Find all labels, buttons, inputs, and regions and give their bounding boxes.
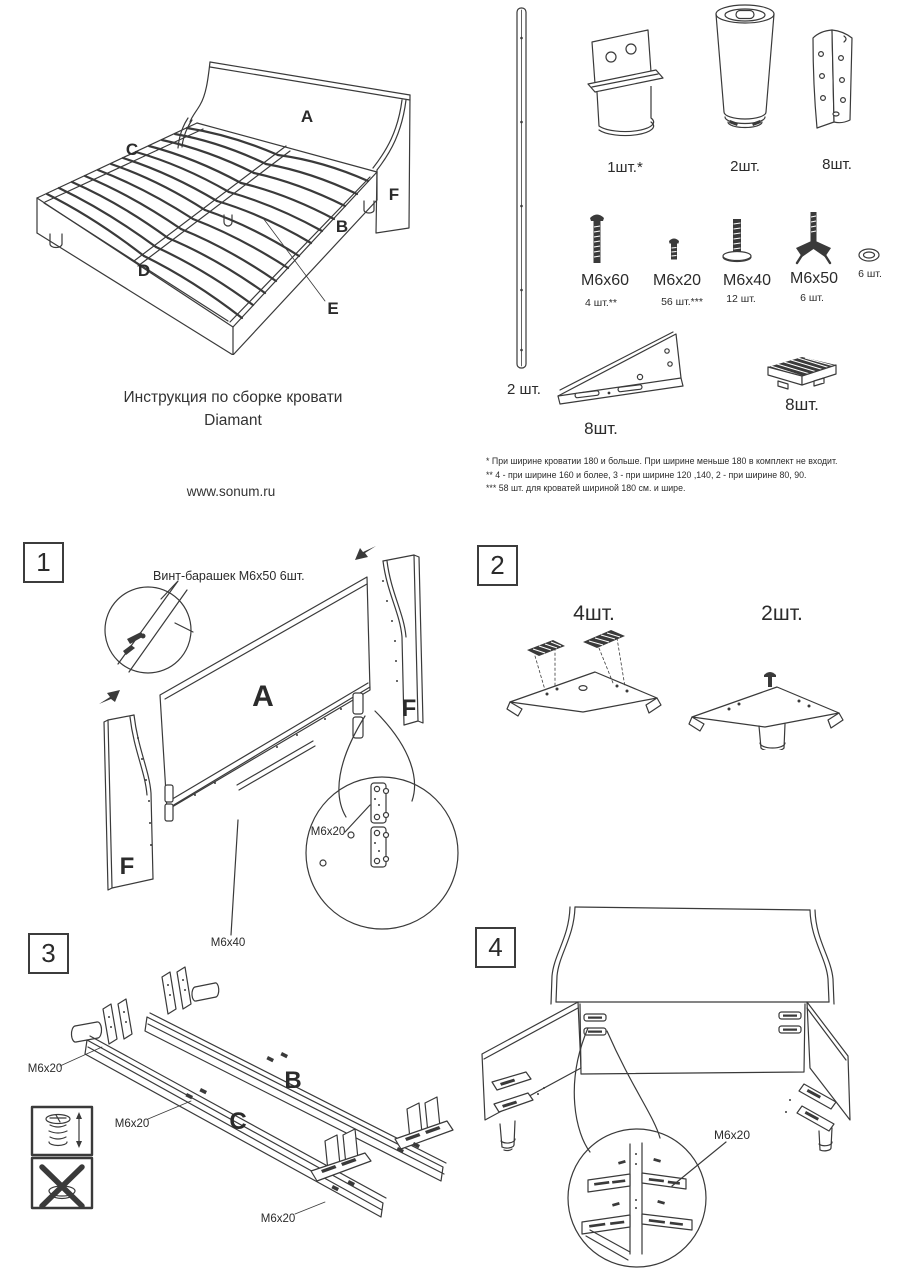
- step4-drawing: [460, 888, 900, 1280]
- part-glide-pad-qty: 8шт.: [785, 395, 819, 414]
- step4-number-box: 4: [475, 927, 516, 968]
- footnote-1: * При ширине кроватии 180 и больше. При ширине меньше 180 в комплект не входит.: [486, 456, 838, 466]
- step3-label-m6x20-2: M6x20: [114, 1118, 150, 1130]
- part-corner-brace: [558, 332, 683, 404]
- part-angle-bracket-qty: 8шт.: [822, 156, 852, 173]
- title-line1: Инструкция по сборке кровати: [123, 389, 343, 406]
- step1-label-f-left: F: [119, 853, 135, 880]
- step3-label-b: B: [284, 1067, 302, 1094]
- part-bolt-m6x60: [590, 215, 604, 264]
- part-m6x50-qty: 6 шт.: [800, 292, 824, 304]
- overview-f-panel: [373, 95, 410, 233]
- step3-leader-3: [295, 1202, 325, 1214]
- bed-overview-drawing: [20, 25, 460, 355]
- step1-callout: Винт-барашек M6x50 6шт.: [153, 569, 305, 583]
- part-glide-pad: [768, 357, 836, 389]
- step1-wing-screw-icon: [123, 632, 146, 655]
- website-text: www.sonum.ru: [186, 484, 276, 499]
- part-m6x40-qty: 12 шт.: [726, 293, 756, 305]
- step1-magnifier-1: [105, 587, 191, 673]
- part-leg: [716, 5, 774, 128]
- part-m6x20-qty: 56 шт.***: [661, 296, 703, 308]
- footnote-3: *** 58 шт. для кроватей шириной 180 см. и шире.: [486, 483, 686, 493]
- overview-label-a: A: [300, 107, 314, 126]
- part-center-support: [588, 30, 663, 136]
- overview-headboard: [178, 62, 410, 148]
- step1-drawing: [15, 533, 470, 963]
- part-leg-qty: 2шт.: [730, 158, 760, 175]
- part-m6x40-label: M6x40: [722, 272, 772, 289]
- part-slat: [517, 8, 526, 368]
- step2-right-qty: 2шт.: [761, 602, 803, 625]
- step3-hardware-c-head: [71, 999, 132, 1044]
- part-washer-qty: 6 шт.: [858, 268, 882, 280]
- step1-label-f-right: F: [401, 695, 417, 722]
- step2-number-box: 2: [477, 545, 518, 586]
- step4-label-m6x20: M6x20: [713, 1128, 751, 1142]
- step1-label-m6x20: M6x20: [310, 826, 346, 838]
- step2-drawing: [465, 535, 895, 750]
- part-bolt-m6x20: [669, 239, 679, 260]
- part-m6x50-label: M6x50: [789, 270, 839, 287]
- footnotes: [486, 455, 894, 496]
- step3-hardware-b-head: [162, 967, 219, 1014]
- overview-label-b: B: [335, 217, 349, 236]
- step3-hardware-b-end: [395, 1097, 453, 1149]
- footnote-2: ** 4 - при ширине 160 и более, 3 - при ширине 120 ,140, 2 - при ширине 80, 90.: [486, 469, 807, 480]
- step2-left-qty: 4шт.: [573, 602, 615, 625]
- step1-hole-dots: [137, 580, 398, 852]
- step1-arrow-left-icon: [99, 690, 120, 704]
- overview-frame: [37, 123, 377, 355]
- title-line2: Diamant: [204, 412, 262, 429]
- step3-leader-2: [148, 1101, 191, 1119]
- parts-panel: [480, 0, 900, 445]
- step3-label-m6x20-3: M6x20: [260, 1213, 296, 1225]
- step2-left-assembly: [507, 630, 661, 716]
- part-angle-bracket: [813, 30, 852, 128]
- step3-number-box: 3: [28, 933, 69, 974]
- step3-warning-screw-gap: [32, 1107, 92, 1155]
- step1-arrow-right-icon: [355, 546, 376, 560]
- step3-warning-no-tighten: [32, 1158, 92, 1208]
- part-bolt-m6x40: [723, 219, 751, 262]
- step1-label-m6x40: M6x40: [210, 937, 246, 949]
- overview-label-d: D: [137, 261, 151, 280]
- step1-number-box: 1: [23, 542, 64, 583]
- part-corner-brace-qty: 8шт.: [584, 419, 618, 438]
- part-wing-bolt-m6x50: [796, 212, 831, 263]
- step2-right-assembly: [689, 672, 843, 750]
- step3-label-c: C: [229, 1108, 247, 1135]
- part-center-support-qty: 1шт.*: [607, 159, 643, 176]
- overview-label-e: E: [327, 299, 339, 318]
- overview-label-c: C: [125, 140, 139, 159]
- part-m6x60-label: M6x60: [580, 272, 630, 289]
- step3-label-m6x20-1: M6x20: [27, 1063, 63, 1075]
- part-slat-qty: 2 шт.: [507, 381, 541, 398]
- step1-label-a: A: [252, 680, 274, 713]
- page-title: [82, 386, 384, 432]
- part-washer: [859, 249, 879, 261]
- part-m6x20-label: M6x20: [652, 272, 702, 289]
- overview-label-f: F: [388, 185, 400, 204]
- step3-drawing: [15, 925, 470, 1245]
- part-m6x60-qty: 4 шт.**: [585, 297, 617, 309]
